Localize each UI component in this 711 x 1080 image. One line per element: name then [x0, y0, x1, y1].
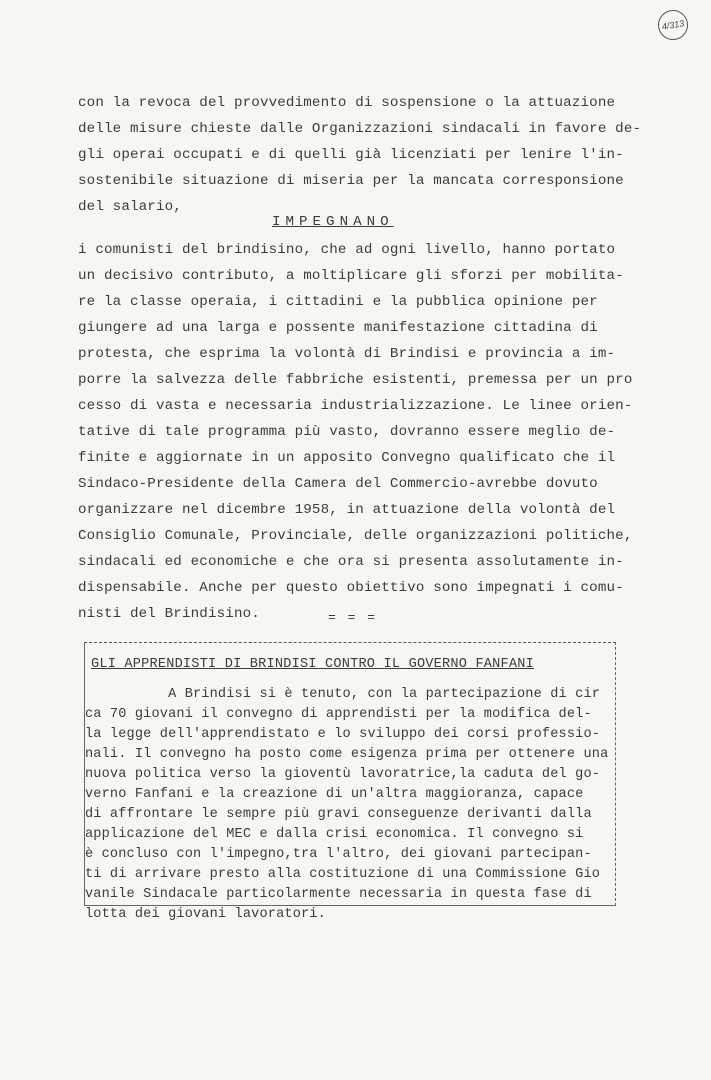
body-line: organizzare nel dicembre 1958, in attuazione della volontà del	[78, 502, 616, 518]
box-line: nali. Il convegno ha posto come esigenza prima per ottenere una	[85, 747, 609, 762]
body-line: protesta, che esprima la volontà di Brindisi e provincia a im-	[78, 346, 616, 362]
body-line: finite e aggiornate in un apposito Convegno qualificato che il	[78, 450, 616, 466]
body-line: i comunisti del brindisino, che ad ogni livello, hanno portato	[78, 242, 616, 258]
box-line: di affrontare le sempre più gravi conseguenze derivanti dalla	[85, 807, 592, 822]
body-line: cesso di vasta e necessaria industrializzazione. Le linee orien-	[78, 398, 633, 414]
paragraph-line: con la revoca del provvedimento di sospensione o la attuazione	[78, 95, 616, 111]
body-line: sindacali ed economiche e che ora si presenta assolutamente in-	[78, 554, 624, 570]
box-line: la legge dell'apprendistato e lo sviluppo dei corsi professio-	[85, 727, 601, 742]
box-line: ca 70 giovani il convegno di apprendisti per la modifica del-	[85, 707, 592, 722]
body-line: Consiglio Comunale, Provinciale, delle organizzazioni politiche,	[78, 528, 633, 544]
box-line: vanile Sindacale particolarmente necessaria in questa fase di	[85, 887, 592, 902]
body-line: Sindaco-Presidente della Camera del Commercio-avrebbe dovuto	[78, 476, 598, 492]
page-number-stamp: 4/313	[656, 8, 691, 43]
box-line: A Brindisi si è tenuto, con la partecipazione di cir	[85, 687, 601, 702]
body-line: un decisivo contributo, a moltiplicare gli sforzi per mobilita-	[78, 268, 624, 284]
body-line: dispensabile. Anche per questo obiettivo sono impegnati i comu-	[78, 580, 624, 596]
body-line: nisti del Brindisino.	[78, 606, 260, 622]
box-line: è concluso con l'impegno,tra l'altro, dei giovani partecipan-	[85, 847, 592, 862]
paragraph-line: del salario,	[78, 199, 182, 215]
box-line: applicazione del MEC e dalla crisi economica. Il convegno si	[85, 827, 584, 842]
section-heading: IMPEGNANO	[272, 214, 394, 230]
paragraph-line: gli operai occupati e di quelli già licenziati per lenire l'in-	[78, 147, 624, 163]
paragraph-line: delle misure chieste dalle Organizzazioni sindacali in favore de-	[78, 121, 642, 137]
box-line: nuova politica verso la gioventù lavoratrice,la caduta del go-	[85, 767, 601, 782]
news-box	[84, 642, 616, 922]
body-line: porre la salvezza delle fabbriche esistenti, premessa per un pro	[78, 372, 633, 388]
box-line: lotta dei giovani lavoratori.	[85, 907, 326, 922]
box-title: GLI APPRENDISTI DI BRINDISI CONTRO IL GOVERNO FANFANI	[91, 657, 534, 672]
box-line: ti di arrivare presto alla costituzione di una Commissione Gio	[85, 867, 601, 882]
body-line: re la classe operaia, i cittadini e la pubblica opinione per	[78, 294, 598, 310]
paragraph-line: sostenibile situazione di miseria per la mancata corresponsione	[78, 173, 624, 189]
body-line: giungere ad una larga e possente manifestazione cittadina di	[78, 320, 598, 336]
section-separator: = = =	[328, 610, 378, 625]
body-line: tative di tale programma più vasto, dovranno essere meglio de-	[78, 424, 616, 440]
box-line: verno Fanfani e la creazione di un'altra maggioranza, capace	[85, 787, 584, 802]
